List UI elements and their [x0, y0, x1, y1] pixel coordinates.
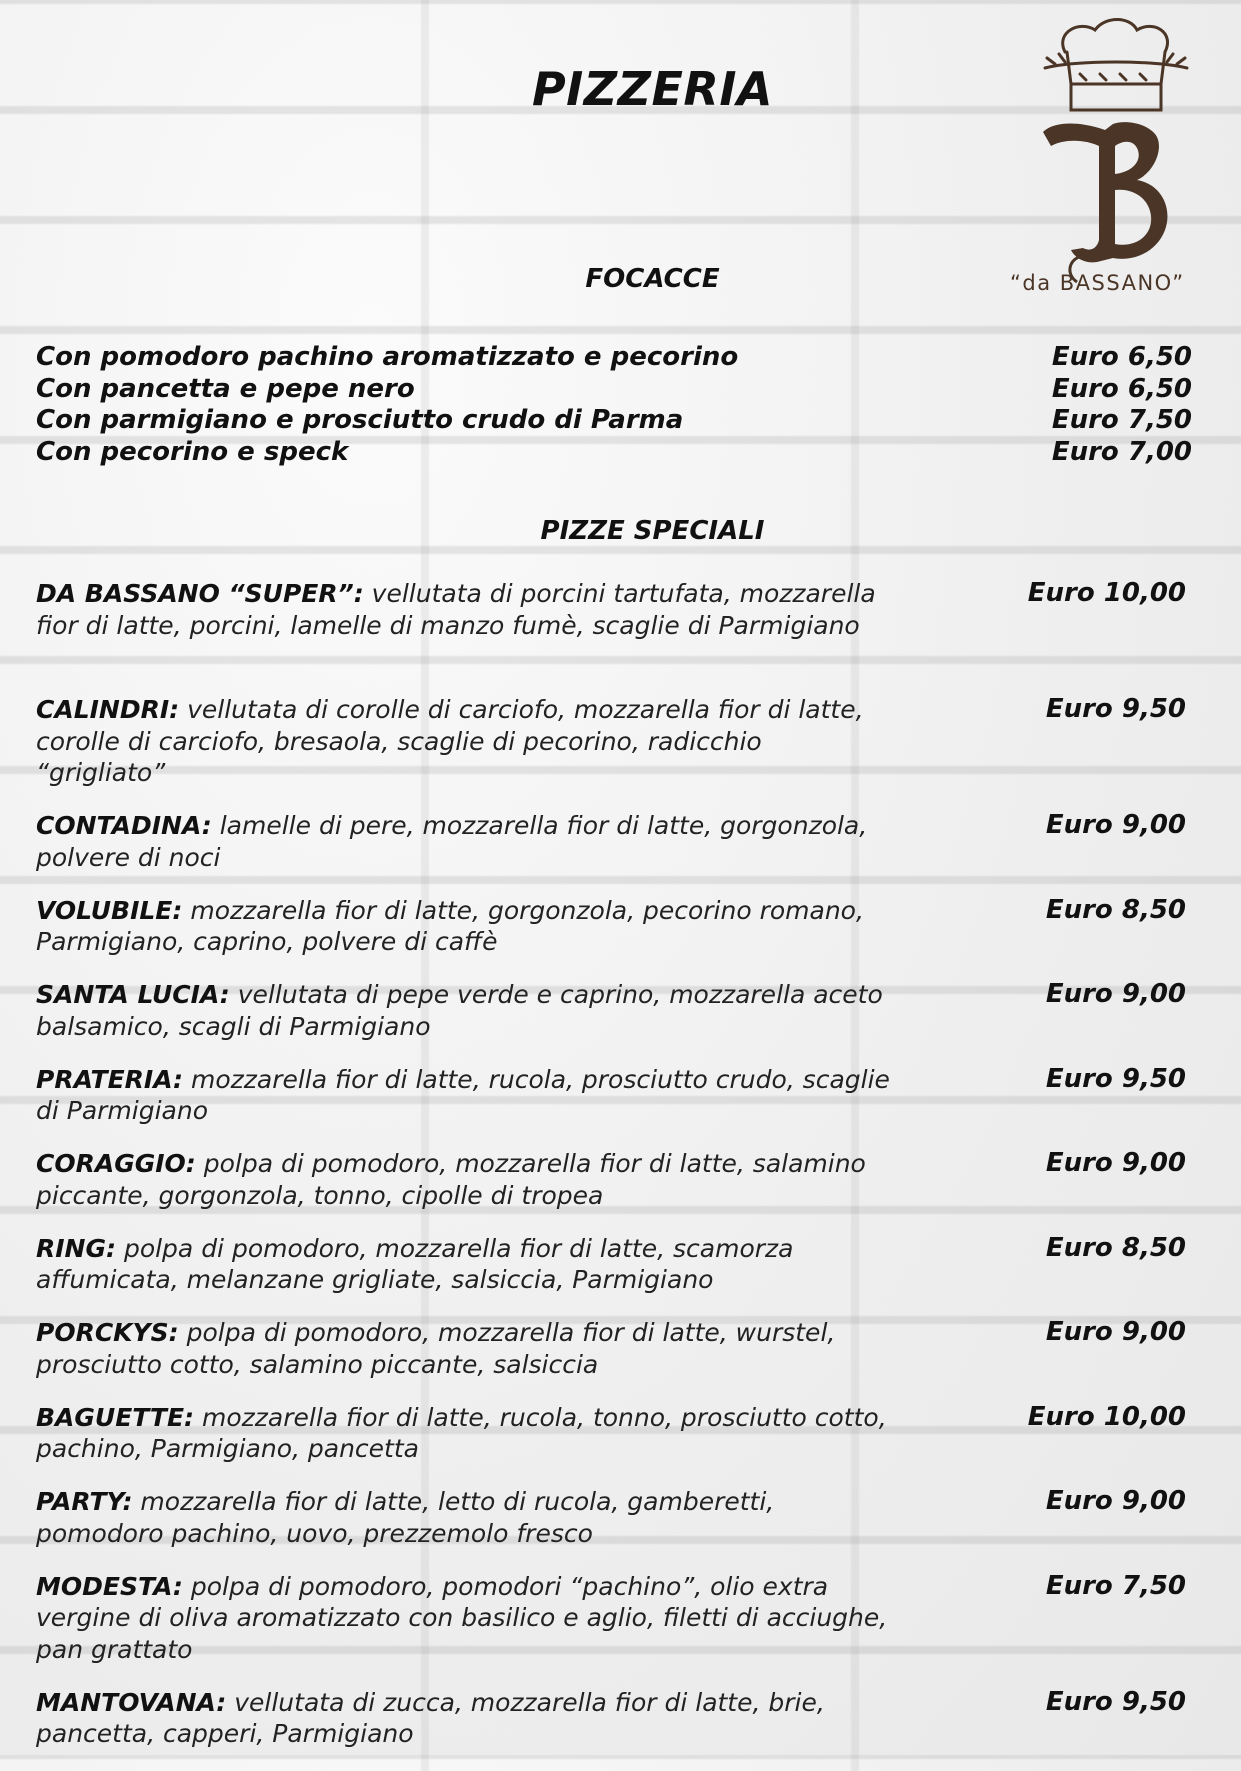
item-description	[36, 1317, 896, 1380]
item-name: SANTA LUCIA:	[36, 980, 230, 1009]
list-item	[36, 810, 1192, 895]
list-item	[36, 1486, 1192, 1571]
item-description	[36, 694, 896, 789]
item-price: Euro 8,50	[1046, 1233, 1192, 1265]
item-description	[36, 810, 896, 873]
item-ingredients: vellutata di pepe verde e caprino, mozzarella aceto balsamico, scagli di Parmigiano	[36, 980, 883, 1041]
item-name: BAGUETTE:	[36, 1403, 194, 1432]
item-ingredients: mozzarella fior di latte, gorgonzola, pecorino romano, Parmigiano, caprino, polvere di caffè	[36, 896, 864, 957]
item-price: Euro 7,50	[1046, 1571, 1192, 1603]
list-item	[36, 1233, 1192, 1318]
item-price: Euro 9,00	[1046, 1317, 1192, 1349]
item-ingredients: mozzarella fior di latte, rucola, tonno, prosciutto cotto, pachino, Parmigiano, pancetta	[36, 1403, 887, 1464]
item-name: Con parmigiano e prosciutto crudo di Parma	[36, 405, 683, 437]
item-description	[36, 1148, 896, 1211]
list-item	[36, 1148, 1192, 1233]
item-name: Con pomodoro pachino aromatizzato e pecorino	[36, 342, 738, 374]
item-ingredients: vellutata di porcini tartufata, mozzarella fior di latte, porcini, lamelle di manzo fumè, scaglie di Parmigiano	[36, 579, 876, 640]
item-name: RING:	[36, 1234, 116, 1263]
item-ingredients: vellutata di corolle di carciofo, mozzarella fior di latte, corolle di carciofo, bresaola, scaglie di pecorino, radicchio “grigliato”	[36, 695, 864, 787]
item-price: Euro 9,00	[1046, 1486, 1192, 1518]
item-description	[36, 1402, 896, 1465]
item-ingredients: polpa di pomodoro, pomodori “pachino”, olio extra vergine di oliva aromatizzato con basilico e aglio, filetti di acciughe, pan grattato	[36, 1572, 887, 1664]
list-item	[36, 1064, 1192, 1149]
list-item	[36, 694, 1192, 810]
item-ingredients: polpa di pomodoro, mozzarella fior di latte, wurstel, prosciutto cotto, salamino piccante, salsiccia	[36, 1318, 835, 1379]
item-price: Euro 9,00	[1046, 979, 1192, 1011]
item-name: Con pancetta e pepe nero	[36, 374, 415, 406]
item-description	[36, 1486, 896, 1549]
section-title-focacce: FOCACCE	[0, 264, 1241, 294]
item-name: MODESTA:	[36, 1572, 183, 1601]
item-name: VOLUBILE:	[36, 896, 182, 925]
item-ingredients: mozzarella fior di latte, letto di rucola, gamberetti, pomodoro pachino, uovo, prezzemolo fresco	[36, 1487, 774, 1548]
item-name: MANTOVANA:	[36, 1688, 226, 1717]
item-name: PRATERIA:	[36, 1065, 183, 1094]
list-item	[36, 1317, 1192, 1402]
page-title: PIZZERIA	[0, 62, 1241, 116]
list-item	[36, 895, 1192, 980]
list-item	[36, 1402, 1192, 1487]
list-item	[36, 342, 1192, 374]
item-price: Euro 9,50	[1046, 1687, 1192, 1719]
list-item	[36, 979, 1192, 1064]
item-price: Euro 10,00	[1028, 578, 1192, 610]
item-ingredients: polpa di pomodoro, mozzarella fior di latte, salamino piccante, gorgonzola, tonno, cipolle di tropea	[36, 1149, 866, 1210]
item-name: CONTADINA:	[36, 811, 212, 840]
focacce-list	[36, 342, 1192, 468]
item-description	[36, 1233, 896, 1296]
item-name: DA BASSANO “SUPER”:	[36, 579, 364, 608]
item-description	[36, 979, 896, 1042]
item-price: Euro 8,50	[1046, 895, 1192, 927]
item-description	[36, 1687, 896, 1750]
item-description	[36, 1064, 896, 1127]
item-price: Euro 6,50	[1052, 374, 1192, 406]
item-price: Euro 9,50	[1046, 1064, 1192, 1096]
item-price: Euro 9,00	[1046, 1148, 1192, 1180]
item-price: Euro 7,00	[1052, 437, 1192, 469]
item-ingredients: polpa di pomodoro, mozzarella fior di latte, scamorza affumicata, melanzane grigliate, salsiccia, Parmigiano	[36, 1234, 793, 1295]
item-ingredients: lamelle di pere, mozzarella fior di latte, gorgonzola, polvere di noci	[36, 811, 867, 872]
list-item	[36, 405, 1192, 437]
item-ingredients: vellutata di zucca, mozzarella fior di latte, brie, pancetta, capperi, Parmigiano	[36, 1688, 825, 1749]
item-description	[36, 578, 896, 641]
item-name: Con pecorino e speck	[36, 437, 348, 469]
item-price: Euro 9,50	[1046, 694, 1192, 726]
pizze-speciali-list	[36, 578, 1192, 1771]
item-description	[36, 1571, 896, 1666]
section-title-pizze-speciali: PIZZE SPECIALI	[0, 516, 1241, 546]
logo-text: “da BASSANO”	[1010, 271, 1220, 295]
item-price: Euro 10,00	[1028, 1402, 1192, 1434]
item-name: CORAGGIO:	[36, 1149, 196, 1178]
item-price: Euro 7,50	[1052, 405, 1192, 437]
item-price: Euro 6,50	[1052, 342, 1192, 374]
list-item	[36, 1687, 1192, 1771]
item-description	[36, 895, 896, 958]
list-item	[36, 1571, 1192, 1687]
item-name: PORCKYS:	[36, 1318, 179, 1347]
item-ingredients: mozzarella fior di latte, rucola, prosciutto crudo, scaglie di Parmigiano	[36, 1065, 890, 1126]
item-price: Euro 9,00	[1046, 810, 1192, 842]
list-item	[36, 578, 1192, 694]
item-name: PARTY:	[36, 1487, 132, 1516]
list-item	[36, 374, 1192, 406]
item-name: CALINDRI:	[36, 695, 179, 724]
list-item	[36, 437, 1192, 469]
